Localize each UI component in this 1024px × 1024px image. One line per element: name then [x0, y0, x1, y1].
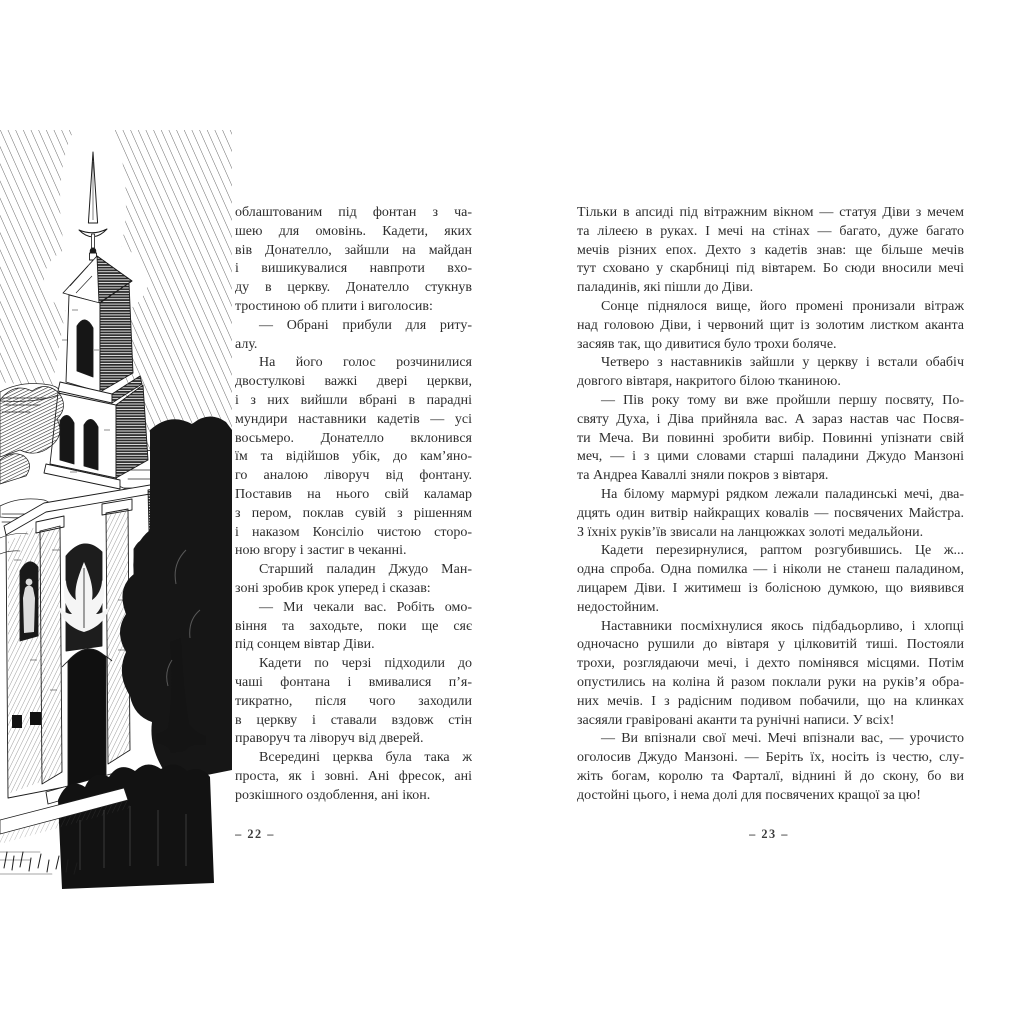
text-line: засяяв так, що дивитися було трохи боляче.	[577, 336, 837, 352]
text-line: Сонце піднялося вище, його промені пронизали вітраж	[601, 298, 964, 314]
text-line: Старший паладин Джудо Ман-	[259, 562, 472, 578]
text-line: алу.	[235, 336, 258, 352]
text-line: жіть богам, королю та Фарталї, віднині й до скону, бо ви	[577, 768, 964, 784]
text-line: їм та відійшов убік, до кам’яно-	[235, 449, 472, 465]
text-line: довгого вівтаря, накритого білою тканиною.	[577, 374, 841, 390]
text-line: — Обрані прибули для риту-	[259, 317, 472, 333]
text-line: Тільки в апсиді під вітражним вікном — статуя Діви з мечем	[577, 205, 964, 220]
text-line: засяяли гравіровані аканти та рунічні написи. У всіх!	[577, 712, 895, 728]
text-line: На його голос розчинилися	[259, 355, 472, 371]
text-line: Кадети перезирнулися, раптом розгубившись. Це ж...	[601, 543, 964, 559]
left-page-text-column	[235, 204, 472, 806]
text-line: ду в церкву. Донателло стукнув	[235, 280, 472, 296]
text-line: віння та заходьте, поки ще сяє	[235, 618, 472, 634]
text-line: зоні зробив крок уперед і сказав:	[235, 580, 431, 596]
text-line: тростиною об плити і виголосив:	[235, 298, 433, 314]
text-line: — Ми чекали вас. Робіть омо-	[259, 599, 472, 615]
text-line: Всередині церква була така ж	[259, 750, 472, 766]
text-line: Поставив на нього свій каламар	[235, 486, 472, 502]
text-line: вів Донателло, зайшли на майдан	[235, 242, 472, 258]
text-line: шею для омовінь. Кадети, яких	[235, 223, 472, 239]
text-line: — Ви впізнали свої мечі. Мечі впізнали вас, — урочисто	[601, 731, 964, 747]
left-page-number: – 22 –	[235, 827, 275, 841]
text-line: одночасно рушили до вівтаря у цілковитій тиші. Постояли	[577, 637, 964, 653]
text-line: розкішного оздоблення, ані ікон.	[235, 787, 431, 803]
text-line: і наказом Консіліо чистою сторо-	[235, 524, 472, 540]
text-line: них мечів. І з радісним подивом побачили, що на клинках	[577, 693, 964, 709]
text-line: мечів різних епох. Дехто з кадетів знав: ще більше мечів	[577, 242, 964, 258]
text-line: облаштованим під фонтан з ча-	[235, 205, 472, 220]
text-line: святу Духа, і Діва прийняла вас. А зараз настав час Посвя-	[577, 411, 964, 427]
text-line: під сонцем вівтар Діви.	[235, 637, 375, 653]
text-line: недостойним.	[577, 599, 659, 615]
text-line: і вишикувалися навпроти вхо-	[235, 261, 472, 277]
text-line: та лілеєю в руках. І мечі на стінах — багато, дуже багато	[577, 223, 964, 239]
text-line: трохи, розглядаючи мечі, і дехто помінявся місцями. Потім	[577, 656, 964, 672]
text-line: і з них вийшли вбрані в парадні	[235, 392, 472, 408]
text-line: чаші фонтана і вмивалися п’я-	[235, 674, 472, 690]
text-line: з пером, поклав сувій з рішенням	[235, 505, 472, 521]
text-line: над головою Діви, і червоний щит із золотим листком аканта	[577, 317, 964, 333]
text-line: З їхніх руків’їв звисали на ланцюжках золоті медальйони.	[577, 524, 924, 540]
text-line: На білому мармурі рядком лежали паладинські мечі, два-	[601, 486, 964, 502]
text-line: проста, як і зовні. Ані фресок, ані	[235, 768, 472, 784]
text-line: меч, — і з цими словами старші паладини Джудо Манзоні	[577, 449, 964, 465]
text-line: праворуч та ліворуч від дверей.	[235, 731, 424, 747]
text-line: лицарем Діви. І житимеш із болісною думкою, що виявився	[577, 580, 964, 596]
text-line: мундири наставники кадетів — усі	[235, 411, 472, 427]
text-line: паладинів, які пішли до Діви.	[577, 280, 754, 296]
text-line: опустились на коліна й разом поклали руки на руків’я обра-	[577, 674, 964, 690]
church-illustration	[0, 130, 232, 892]
text-line: восьмеро. Донателло вклонився	[235, 430, 472, 446]
text-line: дцять один витвір найкращих ковалів — посвячених Майстра.	[577, 505, 964, 521]
text-line: одна спроба. Одна помилка — і ніколи не станеш паладином,	[577, 562, 964, 578]
right-page-text-column	[577, 204, 964, 806]
text-line: тикратно, після чого заходили	[235, 693, 472, 709]
text-line: — Пів року тому ви вже пройшли першу посвяту, По-	[601, 392, 964, 408]
text-line: ти Меча. Ви повинні зробити вибір. Повинні упізнати свій	[577, 430, 964, 446]
text-line: го аналою ліворуч від фонтану.	[235, 468, 472, 484]
text-line: в церкву і ставали вздовж стін	[235, 712, 472, 728]
text-line: Кадети по черзі підходили до	[259, 656, 472, 672]
text-line: ною вгору і застиг в чеканні.	[235, 543, 407, 559]
text-line: двостулкові важкі двері церкви,	[235, 374, 472, 390]
text-line: та Андреа Каваллі зняли покров з вівтаря.	[577, 468, 829, 484]
text-line: тут сховано у скарбниці під вівтарем. Бо сюди вносили мечі	[577, 261, 964, 277]
text-line: оголосив Джудо Манзоні. — Беріть їх, носіть із честю, слу-	[577, 750, 964, 766]
text-line: Четверо з наставників зайшли у церкву і встали обабіч	[601, 355, 964, 371]
right-page-number: – 23 –	[749, 827, 789, 841]
text-line: Наставники посміхнулися якось підбадьорливо, і хлопці	[601, 618, 964, 634]
text-line: достойні цього, і нема долі для посвячених кращої за цю!	[577, 787, 921, 803]
